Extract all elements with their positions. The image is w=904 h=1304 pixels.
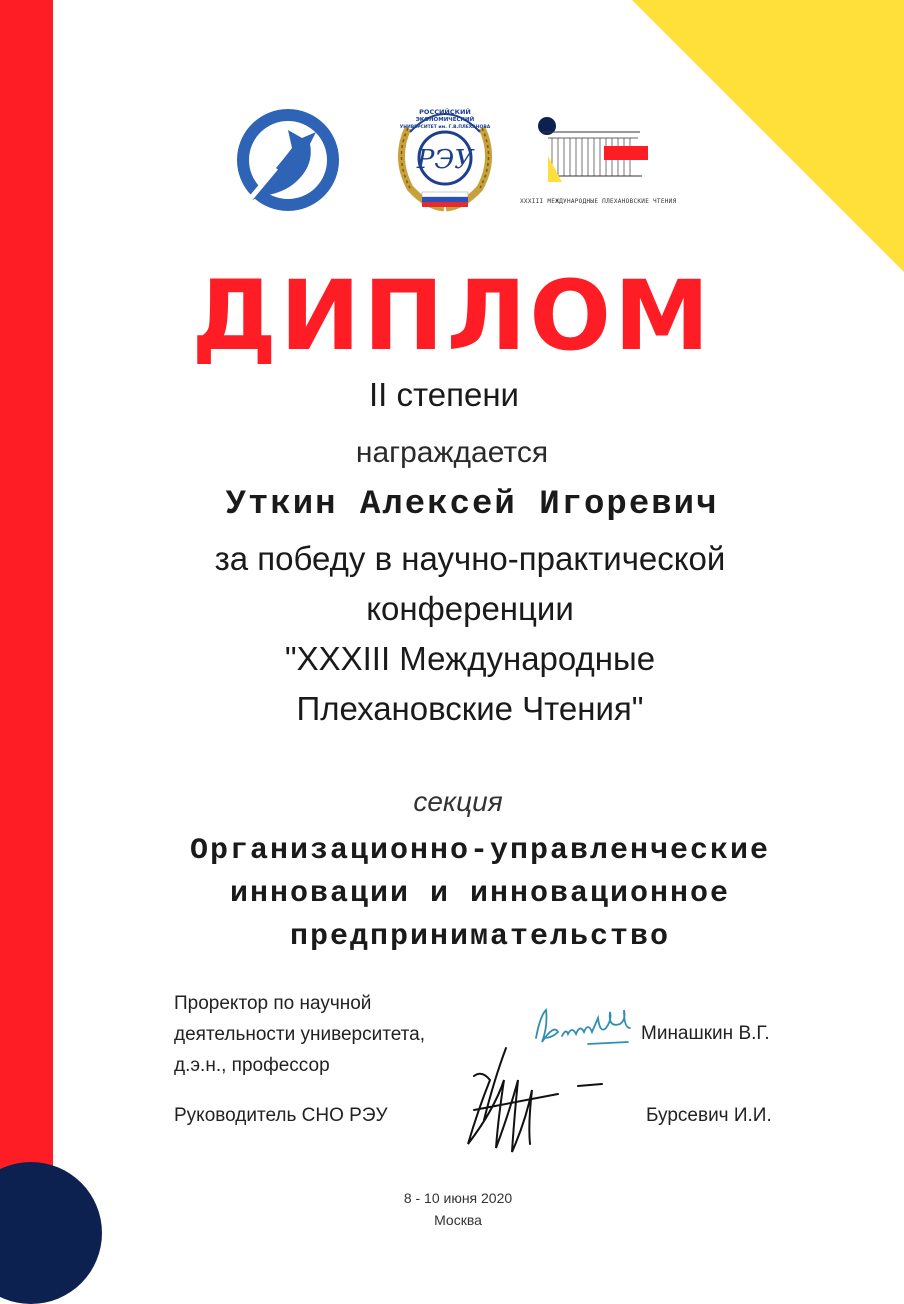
readings-logo-caption: XXXIII МЕЖДУНАРОДНЫЕ ПЛЕХАНОВСКИЕ ЧТЕНИЯ [520, 198, 677, 205]
vice-rector-title-line: Проректор по научной [174, 993, 372, 1014]
svg-text:РОССИЙСКИЙ: РОССИЙСКИЙ [419, 108, 471, 116]
reu-university-emblem [386, 98, 504, 216]
event-city: Москва [434, 1212, 482, 1228]
vice-rector-title [174, 988, 425, 1081]
navy-corner-circle [0, 1162, 102, 1304]
recipient-name: Уткин Алексей Игоревич [225, 486, 719, 524]
reason-line: за победу в научно-практической [214, 540, 726, 577]
event-dates: 8 - 10 июня 2020 [403, 1190, 513, 1206]
vice-rector-title-line: д.э.н., профессор [174, 1055, 330, 1076]
sno-head-title: Руководитель СНО РЭУ [174, 1105, 388, 1126]
section-name-line: Организационно-управленческие [189, 834, 771, 868]
vice-rector-name: Минашкин В.Г. [641, 1023, 770, 1044]
section-label: секция [413, 786, 503, 817]
vice-rector-title-line: деятельности университета, [174, 1024, 425, 1045]
degree-label: II степени [369, 376, 519, 413]
section-name-line: предпринимательство [289, 920, 671, 954]
student-society-bird-logo [236, 108, 340, 212]
awarded-label: награждается [355, 436, 549, 469]
award-reason [18, 534, 904, 734]
conference-name-line: Плехановские Чтения" [296, 690, 644, 727]
plekhanov-readings-logo [518, 112, 676, 212]
section-name [28, 830, 904, 959]
sno-head-name: Бурсевич И.И. [646, 1105, 772, 1126]
svg-text:УНИВЕРСИТЕТ им. Г.В.ПЛЕХАНОВА: УНИВЕРСИТЕТ им. Г.В.ПЛЕХАНОВА [399, 125, 491, 130]
bursevich-signature [454, 1040, 614, 1158]
reason-line: конференции [366, 590, 574, 627]
svg-text:ЭКОНОМИЧЕСКИЙ: ЭКОНОМИЧЕСКИЙ [415, 117, 475, 123]
diploma-title: ДИПЛОМ [191, 260, 713, 372]
section-name-line: инновации и инновационное [229, 877, 731, 911]
svg-text:РЭУ: РЭУ [416, 145, 474, 175]
conference-name-line: "XXXIII Международные [284, 640, 656, 677]
